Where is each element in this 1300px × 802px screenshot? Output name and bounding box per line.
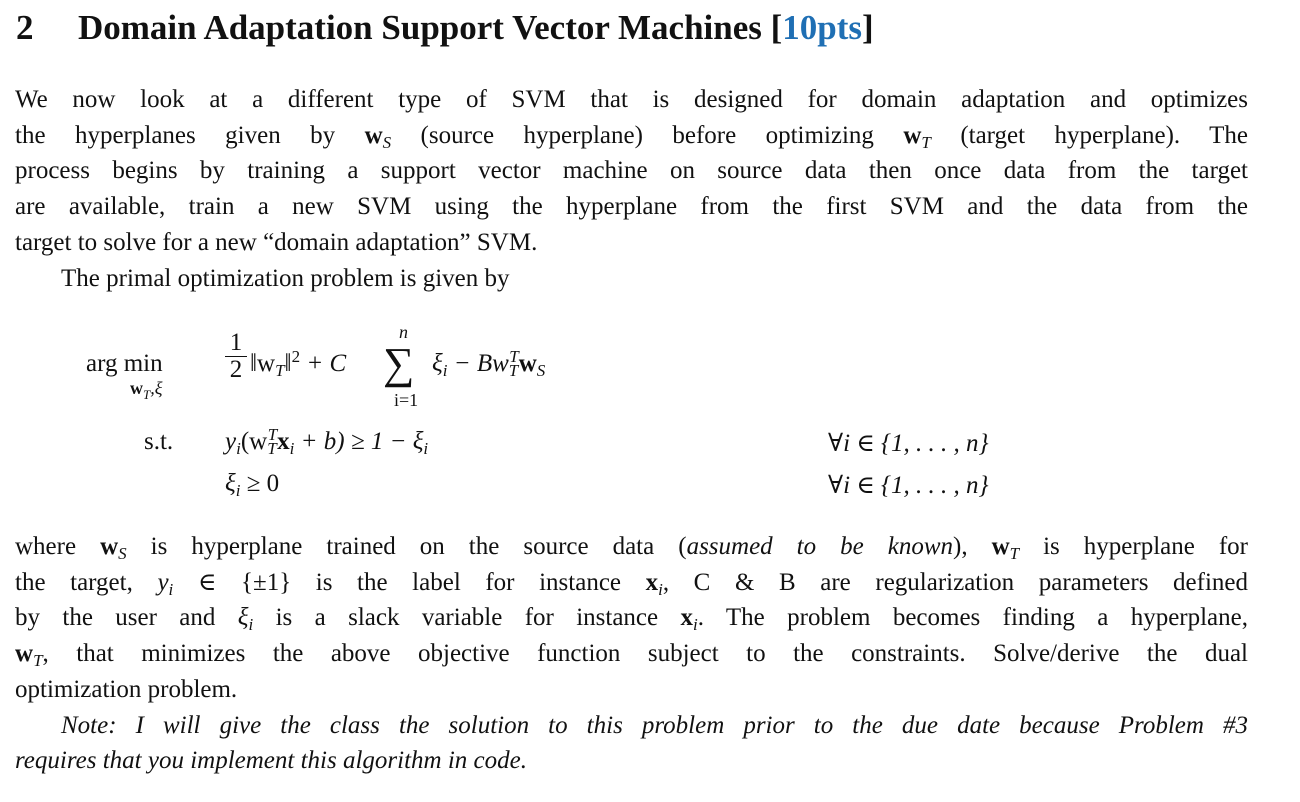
body-line-2: the target, $y_i$ ∈ {±1} is the label for instance $x_i$, C & B are regularization parameters defined (15, 568, 1248, 599)
argmin-label: arg min (86, 350, 163, 377)
sum-lower-limit: i=1 (394, 390, 419, 410)
intro-line-4: are available, train a new SVM using the hyperplane from the first SVM and the data from the (15, 193, 1248, 221)
close-bracket: ] (862, 8, 874, 47)
argmin-subscript: $w_T,\xi$ (130, 378, 163, 402)
section-heading (16, 8, 874, 48)
section-title: Domain Adaptation Support Vector Machines (78, 8, 762, 47)
body-line-1: where $w_S$ is hyperplane trained on the source data (assumed to be known), $w_T$ is hyperplane for (15, 533, 1248, 563)
intro-line-5: target to solve for a new “domain adaptation” SVM. (15, 228, 538, 256)
body-line-5: optimization problem. (15, 675, 238, 703)
intro-line-1: We now look at a different type of SVM that is designed for domain adaptation and optimizes (15, 86, 1248, 113)
margin-constraint-quantifier: ∀i ∈ {1, . . . , n} (828, 430, 989, 457)
margin-constraint: $y_i(w_T^Tx_i + b) \ge 1 - \xi_i$ (225, 425, 429, 458)
note-line-2: requires that you implement this algorithm in code. (15, 747, 527, 775)
slack-constraint-quantifier: ∀i ∈ {1, . . . , n} (828, 472, 989, 499)
section-number: 2 (16, 8, 34, 47)
intro-line-3: process begins by training a support vector machine on source data then once data from the target (15, 157, 1248, 185)
note-line-1: Note: I will give the class the solution to this problem prior to the due date because Problem #3 (61, 711, 1248, 739)
intro-line-2: the hyperplanes given by $w_S$ (source hyperplane) before optimizing $w_T$ (target hyperplane). The (15, 121, 1248, 152)
points-link[interactable]: 10pts (782, 8, 863, 47)
summation-sign: ∑ (383, 339, 415, 388)
body-line-4: $w_T$, that minimizes the above objective function subject to the constraints. Solve/derive the dual (15, 640, 1248, 671)
slack-nonnegativity-constraint: $\xi_i \ge 0$ (225, 470, 280, 500)
one-half-fraction: 1 2 (224, 330, 248, 383)
objective-slack-term: $\xi_i - Bw_T^Tw_S$ (432, 347, 546, 380)
intro-paragraph (15, 82, 1248, 296)
sum-upper-limit: n (399, 322, 408, 342)
intro-line-6: The primal optimization problem is given by (61, 264, 510, 292)
body-line-3: by the user and $\xi_i$ is a slack variable for instance $x_i$. The problem becomes finding a hyperplane, (15, 604, 1248, 635)
primal-optimization-problem (0, 318, 1300, 508)
open-bracket: [ (770, 8, 783, 47)
objective-norm-term: $‖w_T‖^2 + C$ (250, 347, 347, 380)
subject-to-label: s.t. (144, 428, 174, 455)
body-paragraph (15, 529, 1248, 779)
